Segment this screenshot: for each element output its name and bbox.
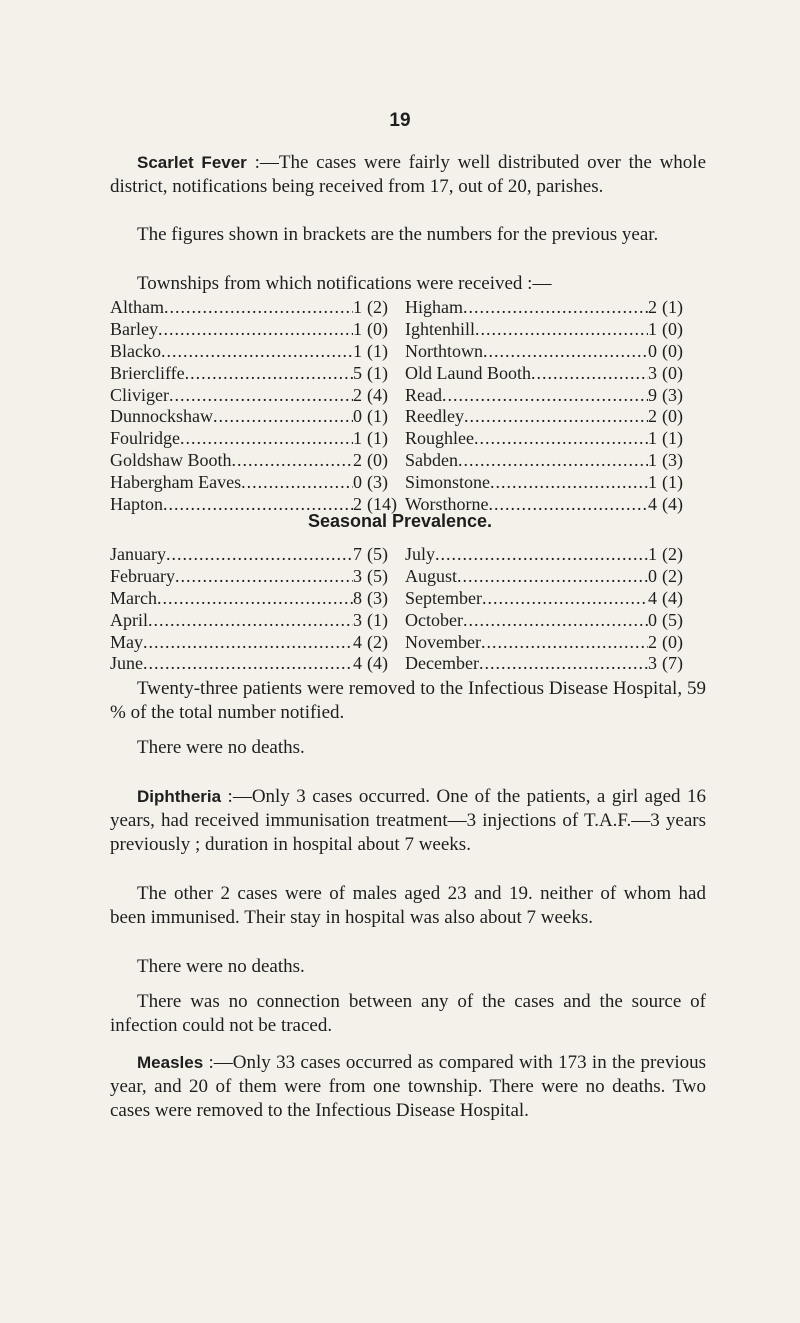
township-row-count: 2 bbox=[353, 450, 362, 471]
townships-intro: Townships from which notifications were received :— bbox=[137, 273, 552, 294]
month-row bbox=[405, 588, 705, 610]
leader-dots bbox=[180, 428, 353, 449]
township-row-previous-year: (1) bbox=[662, 472, 683, 493]
month-row bbox=[405, 632, 705, 654]
township-row-previous-year: (4) bbox=[662, 494, 683, 515]
leader-dots bbox=[157, 588, 353, 609]
month-row-previous-year: (7) bbox=[662, 653, 683, 674]
month-row-previous-year: (5) bbox=[367, 565, 388, 586]
leader-dots bbox=[435, 544, 648, 565]
diphtheria-lead: Diphtheria bbox=[137, 787, 222, 806]
month-row-count: 3 bbox=[648, 653, 657, 674]
month-row-name: March bbox=[110, 587, 157, 608]
month-row-previous-year: (0) bbox=[662, 631, 683, 652]
scarlet-fever-text: :—The cases were fairly well distributed over the whole district, notifications being received from 17, out of 20, parishes. bbox=[110, 152, 707, 197]
month-row-count: 7 bbox=[353, 544, 362, 564]
page-number: 19 bbox=[389, 110, 411, 131]
month-row bbox=[110, 632, 410, 654]
township-row-count: 2 bbox=[353, 494, 362, 515]
township-row-previous-year: (0) bbox=[662, 406, 683, 427]
month-row-name: May bbox=[110, 631, 143, 652]
township-row-previous-year: (0) bbox=[662, 340, 683, 361]
month-row-name: February bbox=[110, 565, 175, 586]
brackets-note: The figures shown in brackets are the numbers for the previous year. bbox=[137, 224, 659, 245]
leader-dots bbox=[490, 472, 648, 493]
month-row-name: July bbox=[405, 544, 436, 564]
township-row bbox=[110, 297, 410, 319]
scarlet-fever-paragraph bbox=[110, 151, 706, 199]
leader-dots bbox=[463, 297, 648, 318]
township-row bbox=[110, 385, 410, 407]
leader-dots bbox=[169, 385, 353, 406]
leader-dots bbox=[164, 297, 353, 318]
township-row-previous-year: (1) bbox=[367, 340, 388, 361]
township-row-count: 1 bbox=[353, 428, 362, 449]
leader-dots bbox=[143, 653, 353, 674]
township-row-previous-year: (1) bbox=[367, 406, 388, 427]
month-row bbox=[110, 588, 410, 610]
diphtheria-text: :—Only 3 cases occurred. One of the patients, a girl aged 16 years, had received immunisation treatment—3 injections of T.A.F.—3 years previously ; duration in hospital about 7 weeks. bbox=[110, 786, 707, 855]
month-row bbox=[110, 544, 410, 566]
months-list-left bbox=[110, 544, 410, 675]
township-row-name: Read bbox=[405, 384, 442, 405]
township-row-previous-year: (2) bbox=[367, 297, 388, 317]
leader-dots bbox=[161, 341, 353, 362]
leader-dots bbox=[175, 566, 353, 587]
township-row bbox=[110, 363, 410, 385]
month-row-previous-year: (1) bbox=[367, 609, 388, 630]
township-row bbox=[405, 472, 705, 494]
township-row-count: 1 bbox=[353, 318, 362, 339]
month-row-count: 4 bbox=[648, 587, 657, 608]
township-row-count: 0 bbox=[353, 472, 362, 493]
township-row bbox=[405, 363, 705, 385]
township-row-previous-year: (0) bbox=[367, 450, 388, 471]
month-row-previous-year: (2) bbox=[662, 544, 683, 564]
township-row-count: 0 bbox=[648, 340, 657, 361]
township-row bbox=[405, 319, 705, 341]
leader-dots bbox=[531, 363, 648, 384]
month-row bbox=[405, 610, 705, 632]
measles-lead: Measles bbox=[137, 1053, 204, 1072]
month-row-name: September bbox=[405, 587, 482, 608]
township-row-name: Cliviger bbox=[110, 384, 169, 405]
leader-dots bbox=[482, 588, 648, 609]
month-row bbox=[405, 566, 705, 588]
leader-dots bbox=[457, 566, 648, 587]
township-row-count: 1 bbox=[353, 297, 362, 317]
township-row-previous-year: (0) bbox=[367, 318, 388, 339]
township-row-previous-year: (1) bbox=[662, 297, 683, 317]
townships-list-right bbox=[405, 297, 705, 516]
month-row-previous-year: (2) bbox=[662, 565, 683, 586]
township-row bbox=[405, 406, 705, 428]
month-row bbox=[110, 566, 410, 588]
township-row bbox=[405, 428, 705, 450]
other-cases-paragraph: The other 2 cases were of males aged 23 and 19. neither of whom had been immunised. Their stay in hospital was also about 7 weeks. bbox=[110, 883, 706, 928]
township-row-name: Higham bbox=[405, 297, 463, 317]
month-row-name: June bbox=[110, 653, 143, 674]
leader-dots bbox=[479, 653, 648, 674]
month-row-count: 4 bbox=[353, 653, 362, 674]
month-row bbox=[405, 544, 705, 566]
month-row bbox=[110, 653, 410, 675]
township-row-previous-year: (3) bbox=[367, 472, 388, 493]
township-row-name: Altham bbox=[110, 297, 164, 317]
no-deaths-1: There were no deaths. bbox=[137, 737, 305, 758]
month-row-count: 1 bbox=[648, 544, 657, 564]
township-row-name: Worsthorne bbox=[405, 494, 489, 515]
leader-dots bbox=[213, 406, 353, 427]
township-row-name: Northtown bbox=[405, 340, 483, 361]
month-row-count: 4 bbox=[353, 631, 362, 652]
township-row-name: Blacko bbox=[110, 340, 161, 361]
removed-paragraph: Twenty-three patients were removed to the Infectious Disease Hospital, 59 % of the total number notified. bbox=[110, 678, 706, 723]
month-row-count: 3 bbox=[353, 609, 362, 630]
leader-dots bbox=[241, 472, 353, 493]
no-deaths-2: There were no deaths. bbox=[137, 956, 305, 977]
township-row-name: Foulridge bbox=[110, 428, 180, 449]
measles-paragraph bbox=[110, 1051, 706, 1123]
month-row-count: 8 bbox=[353, 587, 362, 608]
month-row bbox=[405, 653, 705, 675]
township-row-previous-year: (0) bbox=[662, 362, 683, 383]
months-list-right bbox=[405, 544, 705, 675]
month-row-name: August bbox=[405, 565, 458, 586]
township-row-previous-year: (3) bbox=[662, 450, 683, 471]
township-row-name: Old Laund Booth bbox=[405, 362, 531, 383]
township-row bbox=[405, 385, 705, 407]
township-row-count: 3 bbox=[648, 362, 657, 383]
township-row-name: Roughlee bbox=[405, 428, 474, 449]
township-row-previous-year: (1) bbox=[367, 362, 388, 383]
township-row-count: 9 bbox=[648, 384, 657, 405]
township-row-name: Simonstone bbox=[405, 472, 491, 493]
leader-dots bbox=[481, 632, 648, 653]
month-row-name: January bbox=[110, 544, 166, 564]
month-row-previous-year: (2) bbox=[367, 631, 388, 652]
month-row-name: November bbox=[405, 631, 481, 652]
leader-dots bbox=[185, 363, 353, 384]
township-row bbox=[110, 450, 410, 472]
township-row-previous-year: (0) bbox=[662, 318, 683, 339]
leader-dots bbox=[474, 428, 648, 449]
township-row-count: 1 bbox=[353, 340, 362, 361]
leader-dots bbox=[232, 450, 354, 471]
township-row bbox=[110, 406, 410, 428]
township-row-name: Habergham Eaves bbox=[110, 472, 242, 493]
scarlet-fever-lead: Scarlet Fever bbox=[137, 153, 247, 172]
month-row-previous-year: (4) bbox=[367, 653, 388, 674]
township-row-count: 4 bbox=[648, 494, 657, 515]
month-row-previous-year: (3) bbox=[367, 587, 388, 608]
leader-dots bbox=[442, 385, 648, 406]
leader-dots bbox=[148, 610, 353, 631]
township-row bbox=[110, 472, 410, 494]
diphtheria-paragraph bbox=[110, 785, 706, 857]
leader-dots bbox=[463, 610, 648, 631]
month-row-name: April bbox=[110, 609, 148, 630]
leader-dots bbox=[458, 450, 648, 471]
measles-text: :—Only 33 cases occurred as compared with 173 in the previous year, and 20 of them were from one township. There were no deaths. Two cases were removed to the Infectious Disease Hospital. bbox=[110, 1052, 706, 1121]
township-row-name: Hapton bbox=[110, 494, 163, 515]
township-row-count: 1 bbox=[648, 318, 657, 339]
township-row-count: 1 bbox=[648, 450, 657, 471]
township-row-count: 1 bbox=[648, 428, 657, 449]
township-row bbox=[405, 450, 705, 472]
township-row-previous-year: (14) bbox=[367, 494, 397, 515]
township-row-previous-year: (4) bbox=[367, 384, 388, 405]
month-row-count: 3 bbox=[353, 565, 362, 586]
township-row bbox=[405, 341, 705, 363]
township-row-count: 0 bbox=[353, 406, 362, 427]
month-row-name: October bbox=[405, 609, 463, 630]
month-row-previous-year: (4) bbox=[662, 587, 683, 608]
leader-dots bbox=[166, 544, 353, 565]
month-row-previous-year: (5) bbox=[662, 609, 683, 630]
month-row-previous-year: (5) bbox=[367, 544, 388, 564]
township-row-name: Ightenhill bbox=[405, 318, 475, 339]
townships-list-left bbox=[110, 297, 410, 516]
township-row-count: 2 bbox=[353, 384, 362, 405]
leader-dots bbox=[158, 319, 353, 340]
month-row-count: 0 bbox=[648, 609, 657, 630]
township-row-count: 2 bbox=[648, 406, 657, 427]
township-row-name: Reedley bbox=[405, 406, 464, 427]
township-row-count: 2 bbox=[648, 297, 657, 317]
township-row bbox=[110, 319, 410, 341]
month-row-count: 2 bbox=[648, 631, 657, 652]
township-row bbox=[110, 341, 410, 363]
township-row-count: 1 bbox=[648, 472, 657, 493]
township-row-name: Briercliffe bbox=[110, 362, 185, 383]
township-row-previous-year: (1) bbox=[662, 428, 683, 449]
month-row bbox=[110, 610, 410, 632]
township-row-name: Sabden bbox=[405, 450, 458, 471]
township-row bbox=[110, 428, 410, 450]
township-row-name: Goldshaw Booth bbox=[110, 450, 232, 471]
township-row-previous-year: (1) bbox=[367, 428, 388, 449]
township-row-count: 5 bbox=[353, 362, 362, 383]
township-row bbox=[405, 297, 705, 319]
leader-dots bbox=[143, 632, 353, 653]
month-row-count: 0 bbox=[648, 565, 657, 586]
leader-dots bbox=[464, 406, 648, 427]
township-row-previous-year: (3) bbox=[662, 384, 683, 405]
no-connection-paragraph: There was no connection between any of the cases and the source of infection could not be traced. bbox=[110, 991, 706, 1036]
leader-dots bbox=[475, 319, 648, 340]
leader-dots bbox=[483, 341, 648, 362]
month-row-name: December bbox=[405, 653, 479, 674]
seasonal-heading: Seasonal Prevalence. bbox=[307, 511, 493, 531]
township-row-name: Dunnockshaw bbox=[110, 406, 213, 427]
township-row-name: Barley bbox=[110, 318, 158, 339]
